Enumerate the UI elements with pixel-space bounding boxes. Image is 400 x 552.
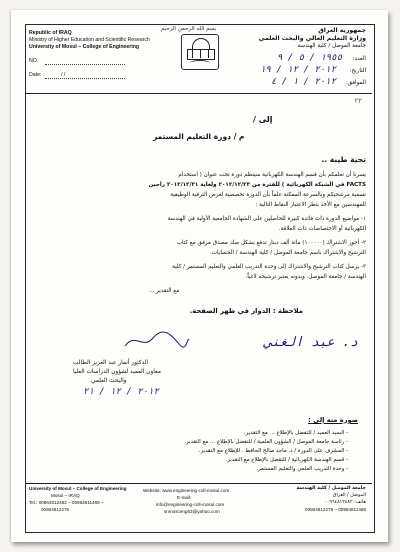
header-ar-no-label: العدد: <box>352 56 366 62</box>
signature-right: د. عبد الغني <box>264 335 358 350</box>
header-en-no-label: NO. <box>29 58 39 64</box>
footer-en-tel: Tel.: 00964812482 – 00964811469 – <box>29 500 104 505</box>
document-page <box>11 10 388 542</box>
body-p1-line3: تسمية مرشحيكم وبالسرعة الممكنة علماً بأن الدورة تخصصية لغرض الترقية الوظيفية <box>170 192 366 198</box>
header-en-date-fill: / / <box>61 72 66 78</box>
closing: مع التقدير ... <box>149 288 180 294</box>
body-point3-line2: الهندسة / جامعة الموصل. وبدونه يعتبر ترشيحه لاغياً. <box>245 274 366 280</box>
footer-email-label: E-mail: <box>177 495 192 500</box>
signature-date: ٢٠١٢ / ١٢ / ٢١ <box>83 387 159 397</box>
footer-en-city: Mosul – IRAQ <box>51 493 80 498</box>
header-ar-university: جامعة الموصل / كلية الهندسة <box>297 43 366 49</box>
reference-mark: ٢٢ <box>354 97 362 105</box>
body-point2-line2: الترشيح والاشتراك باسم جامعة الموصل / كلية الهندسة / الحسابات. <box>210 250 366 256</box>
no-dotline <box>45 64 125 65</box>
signature-left-scribble <box>121 328 191 352</box>
signer-name: الدكتور أنمار عبد العزيز الطالب <box>73 360 149 366</box>
body-p1-line2: FACTS في الشبكة الكهربائية ) للفترة من ٢٠١٢/١٢/٢٣ ولغاية ٢٠١٢/١٢/٣١ راجين <box>148 182 366 188</box>
footer-ar-tel: هاتف: ٠٠٩٦٤٨١٢٤٨٢ <box>324 500 366 505</box>
greeting: تحية طيبة .. <box>321 155 366 164</box>
note: ملاحظة : الدوار في ظهر الصفحة. <box>189 307 303 315</box>
body-point1-line1: ١- مواضيع الدورة ذات فائدة كبيرة للحاصلين على الشهادة الجامعية الأولية في الهندسة <box>167 216 366 222</box>
body-point3-line1: ٣- يرسل كتاب الترشيح والاشتراك إلى وحدة التدريب العلمي والتعليم المستمر / كلية <box>172 264 366 270</box>
copy-item: - رئاسة جامعة الموصل / الشؤون العلمية / للتفضل بالإطلاع ... مع التقدير. <box>184 439 348 445</box>
header-ar-date2-value: ٢٠١٢ / ١ / ٤ <box>270 77 336 87</box>
body-point2-line1: ٢- أجور الاشتراك (١٠٠٠٠٠) مائة ألف دينار تدفع بشكل صك مصدق مرفق مع كتاب <box>176 240 366 246</box>
copy-item: - قسم الهندسة الكهربائية / للتفضل بالإطلاع مع التقدير. <box>225 457 348 463</box>
copies-heading: صورة منه إلى : <box>308 416 358 424</box>
to-label: إلى / <box>253 115 273 124</box>
header-ar-country: جمهورية العراق <box>318 27 366 34</box>
header-rule <box>26 93 372 94</box>
header-en-ministry: Ministry of Higher Education and Scientific Research <box>29 37 150 43</box>
header-en-country: Republic of IRAQ <box>29 30 72 36</box>
footer-email-2: snmosceng63@yahoo.com <box>164 509 220 514</box>
footer-en-tel-2: 00964812276 <box>41 507 70 512</box>
footer-ar-city: الموصل / العراق <box>332 493 366 498</box>
footer-en-university: University of Mosul – College of Engineering <box>29 486 127 491</box>
header-ar-date-value: ٢٠١٢ / ١٢ / ١٩ <box>260 65 336 75</box>
footer-rule <box>26 483 372 484</box>
footer-ar-tel-2: 00964812276 – 00964811469 <box>305 507 366 512</box>
body-p1-line1: يسرنا أن نعلمكم بأن قسم الهندسة الكهربائية سينظم دورة تحت عنوان ( استخدام <box>178 172 366 178</box>
signer-title-2: والبحث العلمي <box>91 378 127 384</box>
recipient: م / دورة التعليم المستمر <box>153 132 245 141</box>
university-logo <box>181 34 219 70</box>
copy-item: - وحدة التدريب العلمي والتعليم المستمر. <box>256 466 348 472</box>
header-ar-date-label: التاريخ: <box>349 68 366 74</box>
footer-ar-university: جامعة الموصل / كلية الهندسة <box>296 486 366 491</box>
copy-item: - السيد العميد / للتفضل بالإطلاع ... مع التقدير. <box>243 430 348 436</box>
body-point1-line2: الكهربائية أو الاختصاصات ذات العلاقة. <box>278 226 366 232</box>
body-p1-line4: للمهندسين مع الأخذ بنظر الاعتبار النقاط التالية : <box>255 202 366 208</box>
footer-website: Website: www.engineering-coll-mosul.com <box>143 488 230 493</box>
basmala: بسم الله الرحمن الرحيم <box>161 26 217 32</box>
copy-item: - المشرف على الدورة / د. ماجد صالح الحافظ . للإطلاع مع التقدير. <box>198 448 348 454</box>
header-en-date-label: Date: <box>29 72 42 78</box>
footer-email-1: info@engineering-coll-mosul.com <box>156 502 225 507</box>
header-ar-ministry: وزارة التعليم العالي والبحث العلمي <box>258 35 366 42</box>
date-dotline <box>45 78 125 79</box>
header-ar-no-value: ١٩٥٥ / ٥ / ٩ <box>276 53 342 63</box>
header-en-university: University of Mosul – College of Engineering <box>29 44 140 50</box>
header-ar-date2-label: الموافق: <box>345 80 366 86</box>
signer-title: معاون العميد لشؤون الدراسات العليا <box>73 369 161 375</box>
